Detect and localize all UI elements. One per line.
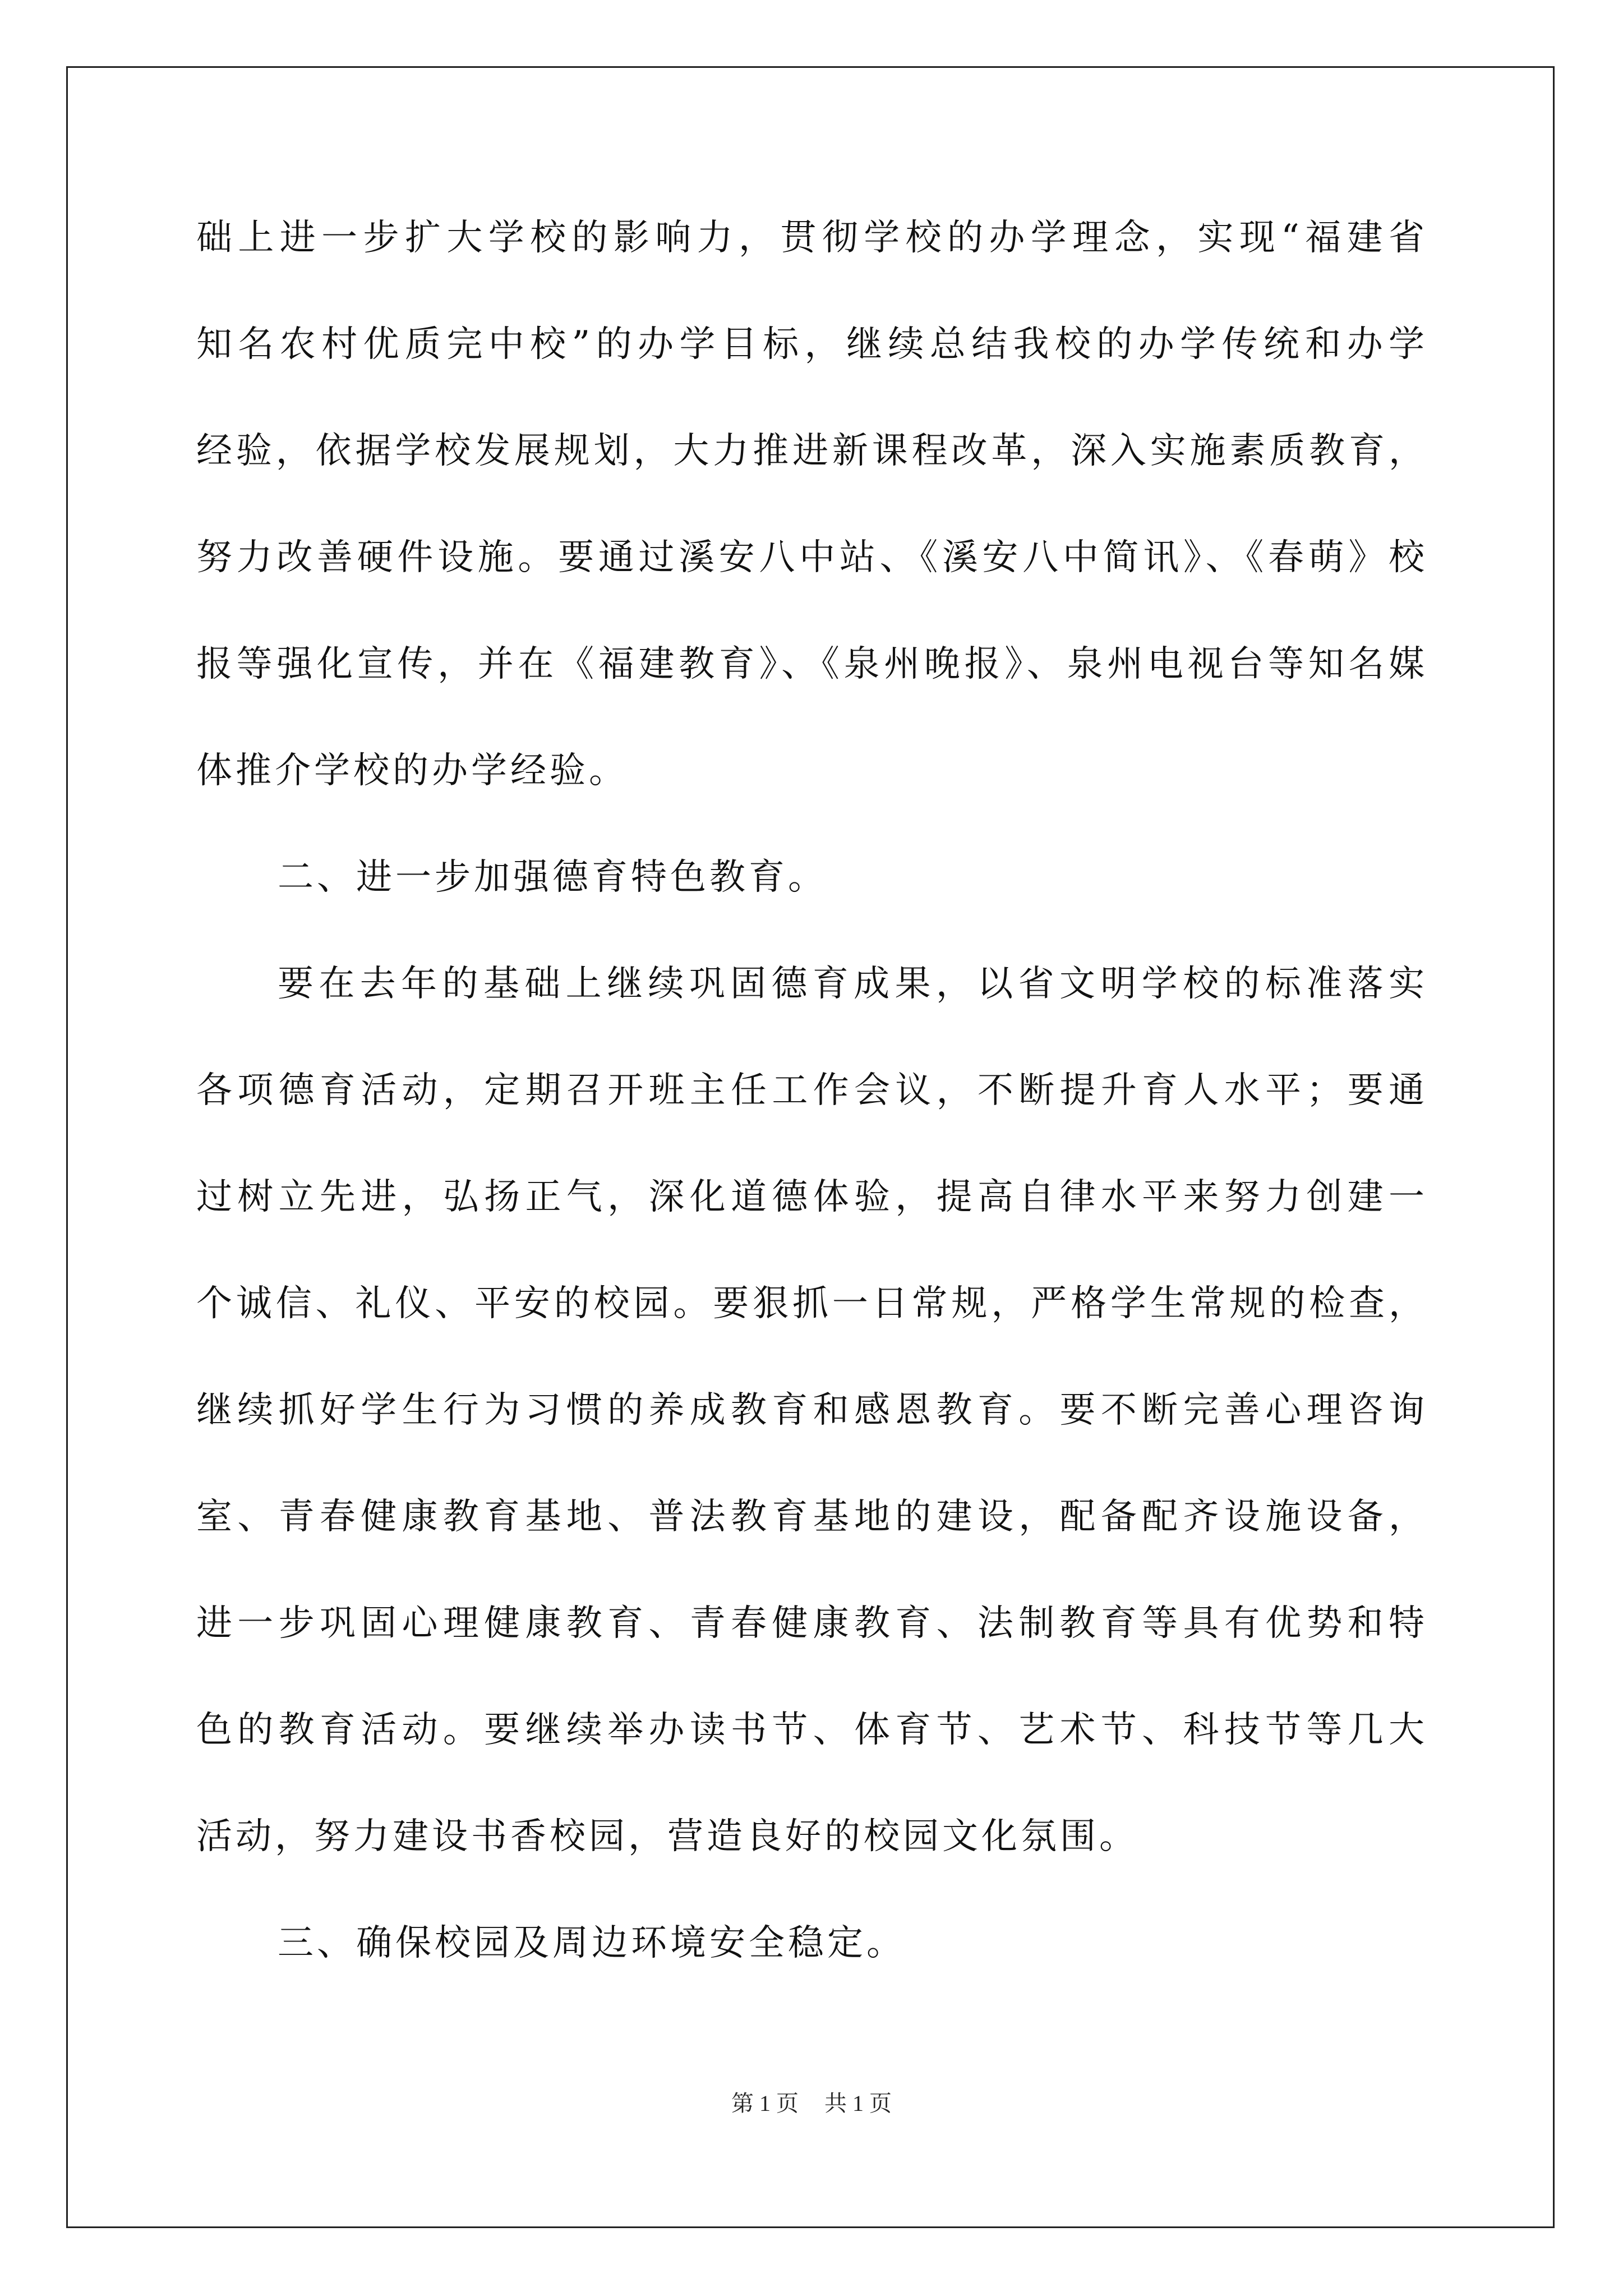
text-line: 过树立先进，弘扬正气，深化道德体验，提高自律水平来努力创建一 (196, 1176, 1424, 1218)
text-line: 进一步巩固心理健康教育、青春健康教育、法制教育等具有优势和特 (196, 1603, 1424, 1644)
text-line: 室、青春健康教育基地、普法教育基地的建设，配备配齐设施设备， (196, 1496, 1424, 1538)
text-line: 报等强化宣传，并在《福建教育》、《泉州晚报》、泉州电视台等知名媒 (196, 643, 1424, 685)
section-heading: 二、进一步加强德育特色教育。 (278, 857, 827, 898)
text-line: 经验，依据学校发展规划，大力推进新课程改革，深入实施素质教育， (196, 430, 1424, 472)
text-line: 体推介学校的办学经验。 (196, 750, 628, 792)
page-number: 第 1 页 (731, 2091, 799, 2116)
text-line: 活动，努力建设书香校园，营造良好的校园文化氛围。 (196, 1816, 1138, 1857)
text-line: 要在去年的基础上继续巩固德育成果，以省文明学校的标准落实 (278, 963, 1424, 1005)
text-line: 个诚信、礼仪、平安的校园。要狠抓一日常规，严格学生常规的检查， (196, 1283, 1424, 1324)
text-line: 各项德育活动，定期召开班主任工作会议，不断提升育人水平；要通 (196, 1070, 1424, 1111)
text-line: 努力改善硬件设施。要通过溪安八中站、《溪安八中简讯》、《春萌》校 (196, 537, 1424, 578)
section-heading: 三、确保校园及周边环境安全稳定。 (278, 1922, 906, 1964)
text-line: 础上进一步扩大学校的影响力，贯彻学校的办学理念，实现“福建省 (196, 217, 1424, 259)
text-line: 色的教育活动。要继续举办读书节、体育节、艺术节、科技节等几大 (196, 1709, 1424, 1751)
text-line: 知名农村优质完中校”的办学目标，继续总结我校的办学传统和办学 (196, 324, 1424, 365)
page-footer (0, 2090, 1623, 2118)
text-line: 继续抓好学生行为习惯的养成教育和感恩教育。要不断完善心理咨询 (196, 1389, 1424, 1431)
page-total: 共 1 页 (824, 2091, 892, 2116)
page-border (66, 66, 1555, 2228)
